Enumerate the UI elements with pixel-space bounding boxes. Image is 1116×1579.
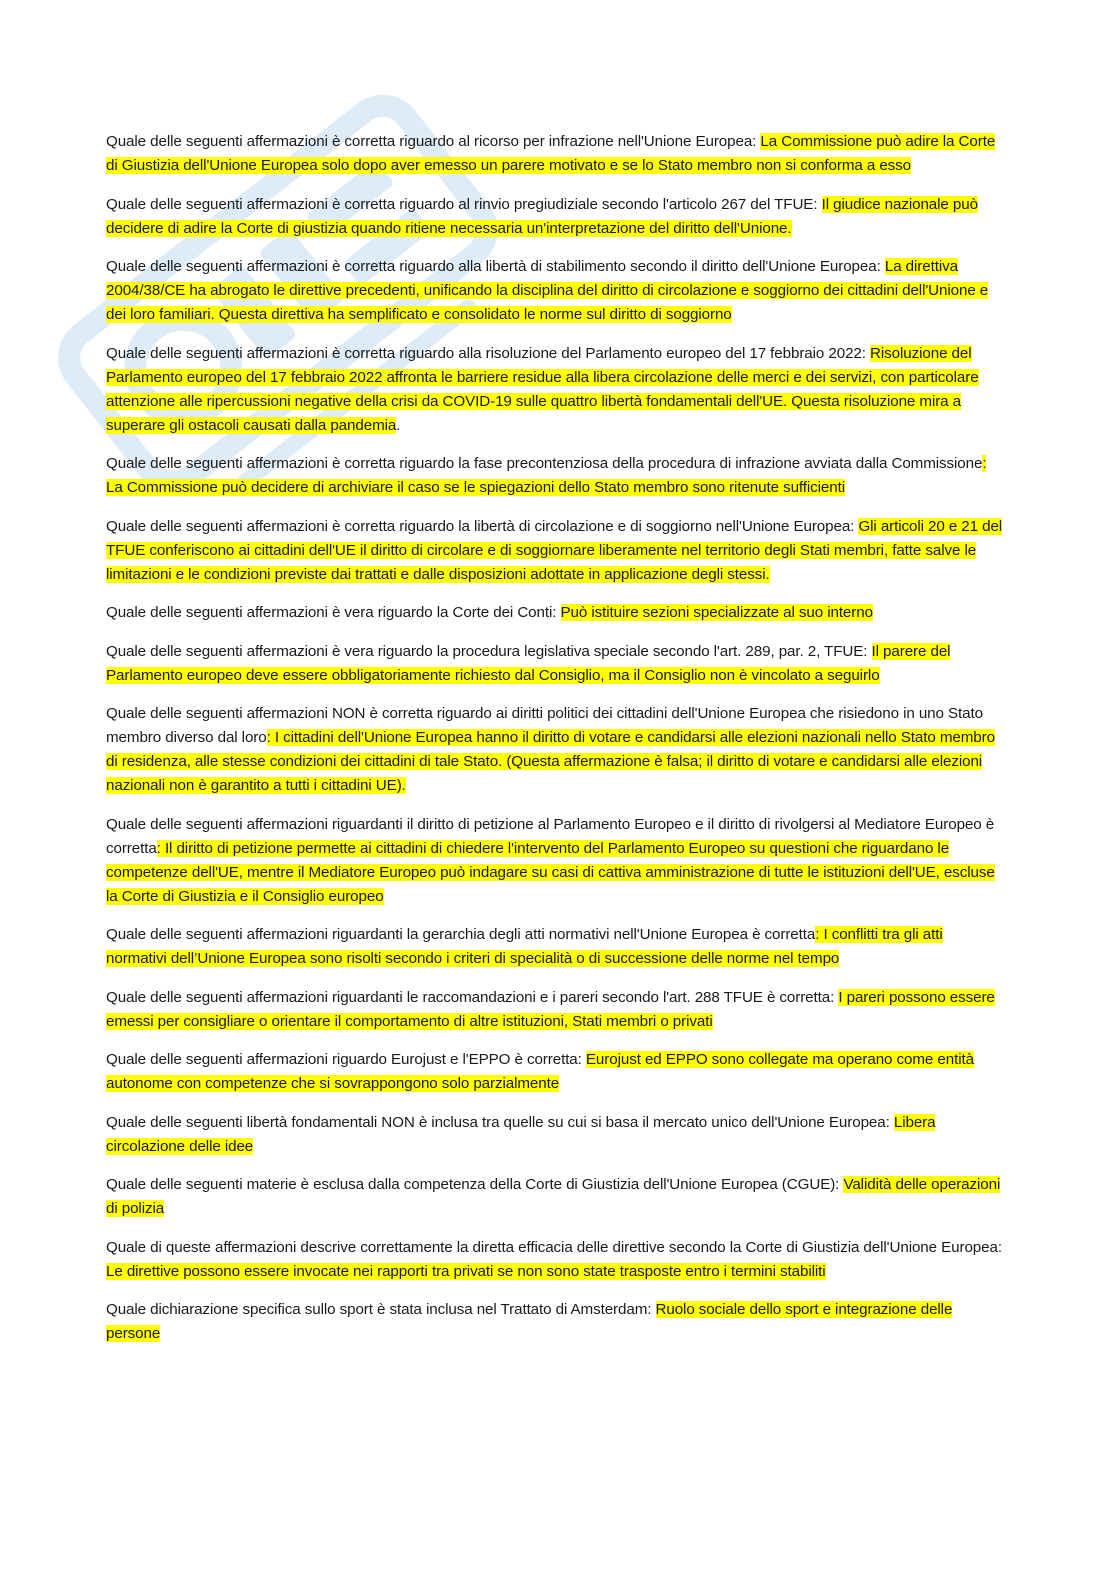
qa-item: [106, 702, 1006, 798]
question-text: Quale delle seguenti affermazioni è corretta riguardo la fase precontenziosa della procedura di infrazione avviata dalla Commissione: [106, 455, 983, 472]
document-body: [106, 130, 1006, 1361]
highlighted-answer: I pareri possono essere emessi per consigliare o orientare il comportamento di altre istituzioni, Stati membri o privati: [106, 988, 995, 1030]
highlighted-answer: : I cittadini dell'Unione Europea hanno il diritto di votare e candidarsi alle elezioni nazionali nello Stato membro di residenza, alle stesse condizioni dei cittadini di tale Stato. (Questa affermazione è falsa; il diritto di votare e candidarsi alle elezioni nazionali non è garantito a tutti i cittadini UE).: [106, 729, 995, 794]
qa-item: [106, 923, 1006, 971]
question-text: Quale delle seguenti affermazioni riguardanti il diritto di petizione al Parlamento Europeo e il diritto di rivolgersi al Mediatore Europeo è corretta: [106, 815, 995, 857]
highlighted-answer: La direttiva 2004/38/CE ha abrogato le direttive precedenti, unificando la disciplina del diritto di circolazione e soggiorno dei cittadini dell'Unione e dei loro familiari. Questa direttiva ha semplificato e consolidato le norme sul diritto di soggiorno: [106, 258, 989, 323]
qa-item: [106, 130, 1006, 178]
question-text: Quale di queste affermazioni descrive correttamente la diretta efficacia delle direttive secondo la Corte di Giustizia dell'Unione Europea:: [106, 1238, 1002, 1256]
qa-item: [106, 255, 1006, 327]
qa-item: [106, 986, 1006, 1034]
highlighted-answer: Il parere del Parlamento europeo deve essere obbligatoriamente richiesto dal Consiglio, ma il Consiglio non è vincolato a seguirlo: [106, 642, 951, 684]
question-text: Quale delle seguenti libertà fondamentali NON è inclusa tra quelle su cui si basa il mercato unico dell'Unione Europea:: [106, 1113, 894, 1131]
question-text: Quale delle seguenti affermazioni è vera riguardo la Corte dei Conti:: [106, 604, 561, 621]
highlighted-answer: Validità delle operazioni di polizia: [106, 1176, 1001, 1217]
highlighted-answer: Eurojust ed EPPO sono collegate ma operano come entità autonome con competenze che si sovrappongono solo parzialmente: [106, 1051, 974, 1092]
highlighted-answer: Libera circolazione delle idee: [106, 1113, 936, 1155]
question-text: Quale delle seguenti materie è esclusa dalla competenza della Corte di Giustizia dell'Unione Europea (CGUE):: [106, 1176, 844, 1193]
highlighted-answer: Può istituire sezioni specializzate al suo interno: [560, 604, 873, 621]
question-text: Quale dichiarazione specifica sullo sport è stata inclusa nel Trattato di Amsterdam:: [106, 1301, 656, 1318]
qa-item: [106, 1173, 1006, 1221]
question-text: Quale delle seguenti affermazioni è corretta riguardo al ricorso per infrazione nell'Unione Europea:: [106, 133, 761, 150]
question-text: Quale delle seguenti affermazioni è corretta riguardo alla libertà di stabilimento secondo il diritto dell'Unione Europea:: [106, 258, 885, 275]
qa-item: [106, 1048, 1006, 1096]
highlighted-answer: : I conflitti tra gli atti normativi dell’Unione Europea sono risolti secondo i criteri di specialità o di successione delle norme nel tempo: [106, 926, 943, 967]
qa-item: [106, 342, 1006, 438]
qa-item: [106, 601, 1006, 625]
answer-tail: .: [396, 416, 401, 434]
highlighted-answer: Risoluzione del Parlamento europeo del 17 febbraio 2022 affronta le barriere residue alla libera circolazione delle merci e dei servizi, con particolare attenzione alle ripercussioni negative della crisi da COVID-19 sulle quattro libertà fondamentali dell'UE. Questa risoluzione mira a superare gli ostacoli causati dalla pandemia: [106, 344, 979, 434]
qa-item: [106, 1236, 1006, 1284]
question-text: Quale delle seguenti affermazioni riguardo Eurojust e l'EPPO è corretta:: [106, 1051, 586, 1068]
question-text: Quale delle seguenti affermazioni è vera riguardo la procedura legislativa speciale secondo l'art. 289, par. 2, TFUE:: [106, 642, 872, 660]
qa-item: [106, 515, 1006, 587]
highlighted-answer: : Il diritto di petizione permette ai cittadini di chiedere l'intervento del Parlamento Europeo su questioni che riguardano le competenze dell'UE, mentre il Mediatore Europeo può indagare su casi di cattiva amministrazione di tutte le istituzioni dell'UE, escluse la Corte di Giustizia e il Consiglio europeo: [106, 839, 995, 905]
question-text: Quale delle seguenti affermazioni NON è corretta riguardo ai diritti politici dei cittadini dell'Unione Europea che risiedono in uno Stato membro diverso dal loro: [106, 705, 983, 746]
question-text: Quale delle seguenti affermazioni riguardanti la gerarchia degli atti normativi nell'Unione Europea è corretta: [106, 926, 816, 943]
qa-item: [106, 640, 1006, 688]
qa-item: [106, 1298, 1006, 1346]
qa-item: [106, 813, 1006, 909]
highlighted-answer: Gli articoli 20 e 21 del TFUE conferiscono ai cittadini dell'UE il diritto di circolare e di soggiornare liberamente nel territorio degli Stati membri, fatte salve le limitazioni e le condizioni previste dai trattati e dalle disposizioni adottate in applicazione degli stessi.: [106, 517, 1003, 583]
question-text: Quale delle seguenti affermazioni riguardanti le raccomandazioni e i pareri secondo l'art. 288 TFUE è corretta:: [106, 988, 839, 1006]
question-text: Quale delle seguenti affermazioni è corretta riguardo al rinvio pregiudiziale secondo l'articolo 267 del TFUE:: [106, 195, 822, 213]
highlighted-answer: Ruolo sociale dello sport e integrazione delle persone: [106, 1301, 953, 1342]
question-text: Quale delle seguenti affermazioni è corretta riguardo alla risoluzione del Parlamento europeo del 17 febbraio 2022:: [106, 344, 871, 362]
highlighted-answer: La Commissione può adire la Corte di Giustizia dell'Unione Europea solo dopo aver emesso un parere motivato e se lo Stato membro non si conforma a esso: [106, 133, 996, 174]
highlighted-answer: : La Commissione può decidere di archiviare il caso se le spiegazioni dello Stato membro sono ritenute sufficienti: [106, 455, 987, 496]
qa-item: [106, 193, 1006, 241]
highlighted-answer: Il giudice nazionale può decidere di adire la Corte di giustizia quando ritiene necessaria un'interpretazione del diritto dell'Unione.: [106, 195, 978, 237]
qa-item: [106, 1111, 1006, 1159]
highlighted-answer: Le direttive possono essere invocate nei rapporti tra privati se non sono state trasposte entro i termini stabiliti: [106, 1262, 826, 1280]
question-text: Quale delle seguenti affermazioni è corretta riguardo la libertà di circolazione e di soggiorno nell'Unione Europea:: [106, 517, 859, 535]
qa-item: [106, 452, 1006, 500]
